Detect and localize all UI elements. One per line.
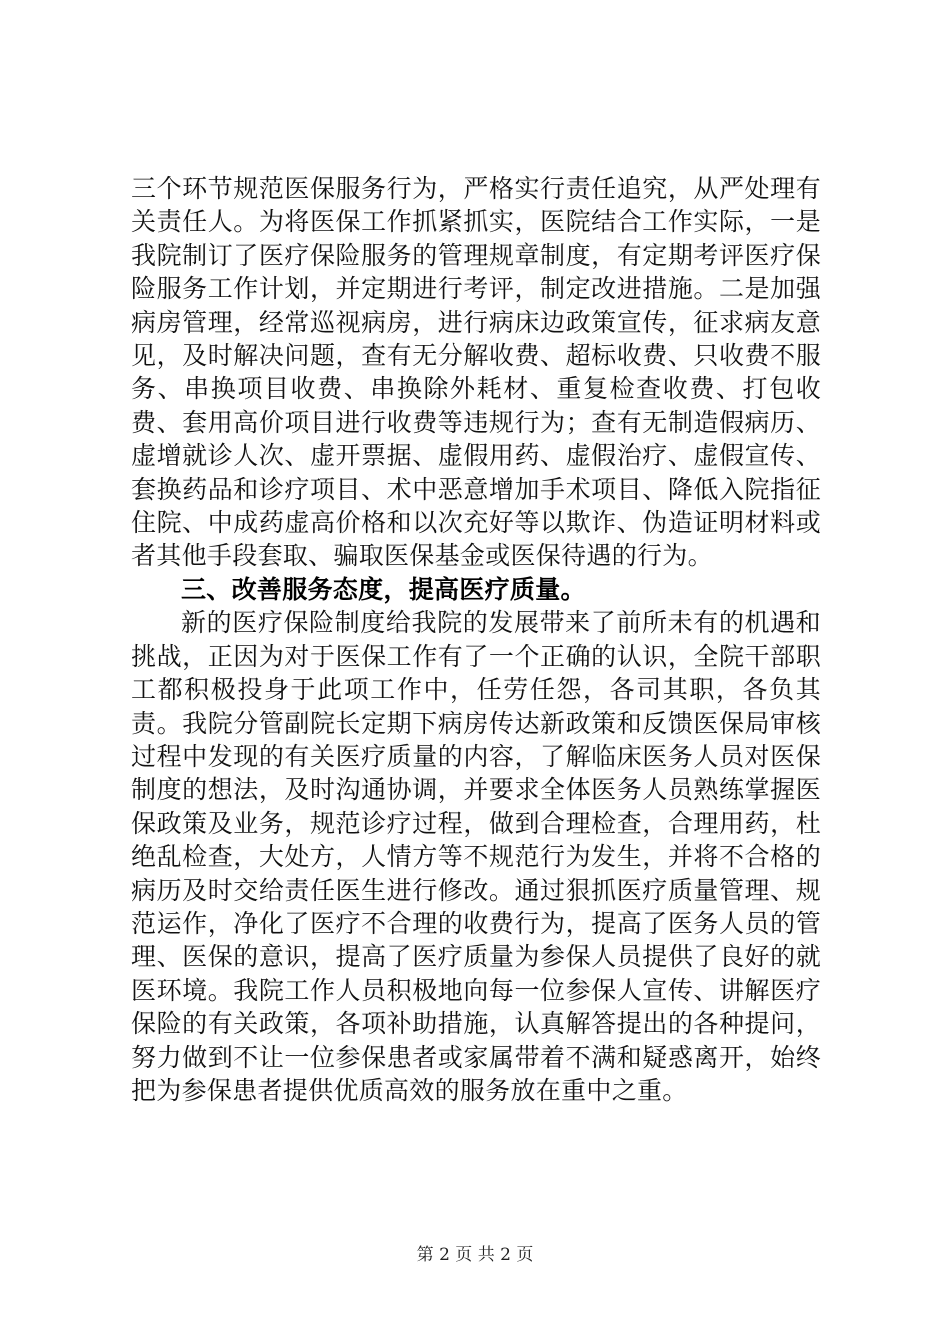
document-body [131,172,821,1107]
body-paragraph-1: 三个环节规范医保服务行为，严格实行责任追究，从严处理有关责任人。为将医保工作抓紧抓实，医院结合工作实际，一是我院制订了医疗保险服务的管理规章制度，有定期考评医疗保险服务工作计划，并定期进行考评，制定改进措施。二是加强病房管理，经常巡视病房，进行病床边政策宣传，征求病友意见，及时解决问题，查有无分解收费、超标收费、只收费不服务、串换项目收费、串换除外耗材、重复检查收费、打包收费、套用高价项目进行收费等违规行为；查有无制造假病历、虚增就诊人次、虚开票据、虚假用药、虚假治疗、虚假宣传、套换药品和诊疗项目、术中恶意增加手术项目、降低入院指征住院、中成药虚高价格和以次充好等以欺诈、伪造证明材料或者其他手段套取、骗取医保基金或医保待遇的行为。 [131,174,821,571]
section-heading-3: 三、改善服务态度，提高医疗质量。 [181,574,586,604]
page-footer: 第 2 页 共 2 页 [416,1245,534,1265]
body-paragraph-2: 新的医疗保险制度给我院的发展带来了前所未有的机遇和挑战，正因为对于医保工作有了一个正确的认识，全院干部职工都积极投身于此项工作中，任劳任怨，各司其职，各负其责。我院分管副院长定期下病房传达新政策和反馈医保局审核过程中发现的有关医疗质量的内容，了解临床医务人员对医保制度的想法，及时沟通协调，并要求全体医务人员熟练掌握医保政策及业务，规范诊疗过程，做到合理检查，合理用药，杜绝乱检查，大处方，人情方等不规范行为发生，并将不合格的病历及时交给责任医生进行修改。通过狠抓医疗质量管理、规范运作，净化了医疗不合理的收费行为，提高了医务人员的管理、医保的意识，提高了医疗质量为参保人员提供了良好的就医环境。我院工作人员积极地向每一位参保人宣传、讲解医疗保险的有关政策，各项补助措施，认真解答提出的各种提问，努力做到不让一位参保患者或家属带着不满和疑惑离开，始终把为参保患者提供优质高效的服务放在重中之重。 [131,608,821,1105]
